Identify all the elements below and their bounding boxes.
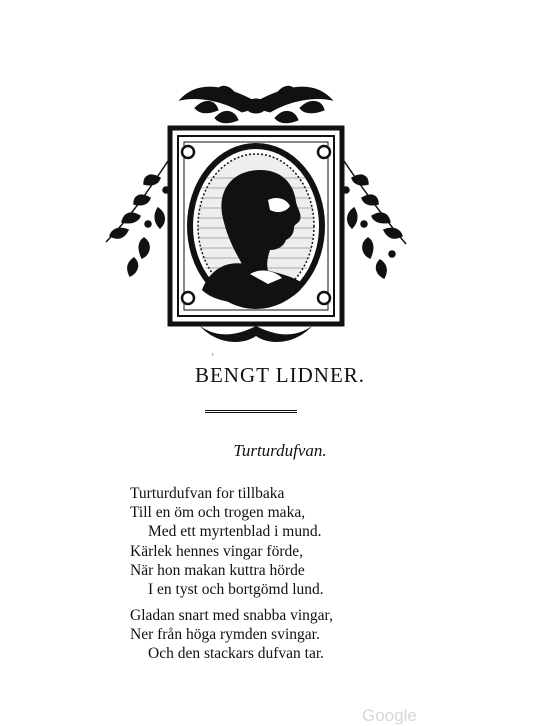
poem-line: Med ett myrtenblad i mund.	[148, 523, 322, 541]
watermark: Google	[362, 706, 417, 725]
poem-line: Ner från höga rymden svingar.	[130, 626, 320, 644]
stray-mark: '	[212, 352, 214, 362]
portrait-medallion-icon	[100, 78, 412, 346]
poem-line: När hon makan kuttra hörde	[130, 561, 305, 579]
poem-line: I en tyst och bortgömd lund.	[148, 581, 324, 599]
poem-line: Turturdufvan for tillbaka	[130, 485, 285, 502]
double-rule-divider	[205, 410, 297, 413]
author-heading: BENGT LIDNER.	[194, 363, 366, 387]
poem-line: Kärlek hennes vingar förde,	[130, 542, 304, 560]
poem-line: Och den stackars dufvan tar.	[148, 645, 325, 663]
poem-line: Till en öm och trogen maka,	[130, 504, 306, 522]
stanza-2	[130, 606, 490, 664]
poem-title: Turturdufvan.	[233, 441, 327, 460]
portrait-engraving	[100, 78, 412, 346]
stanza-1	[130, 484, 490, 599]
poem-line: Gladan snart med snabba vingar,	[130, 607, 333, 624]
